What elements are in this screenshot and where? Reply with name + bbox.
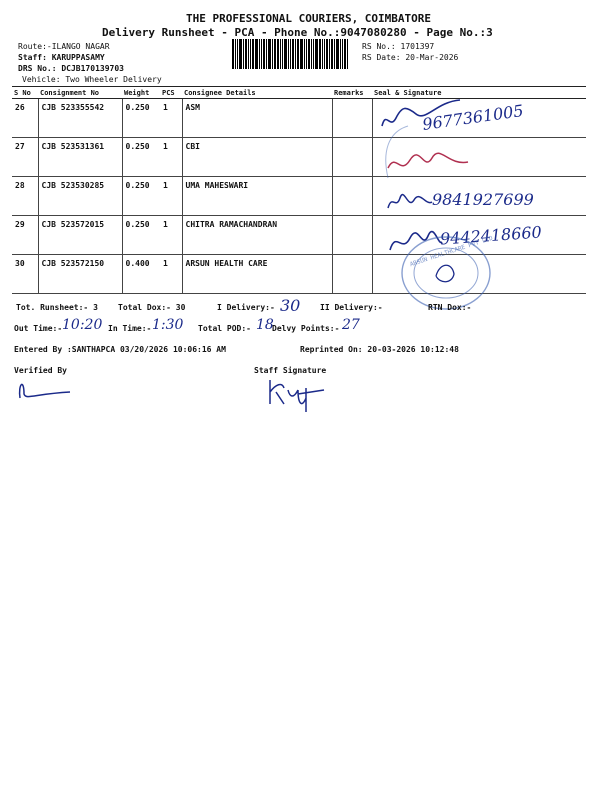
cell-consignee: UMA MAHESWARI (182, 177, 332, 216)
delvy-points-label: Delvy Points:- (272, 324, 340, 333)
cell-sno: 28 (12, 177, 38, 216)
barcode (232, 39, 358, 69)
entered-by: Entered By :SANTHAPCA 03/20/2026 10:06:16 AM (14, 345, 226, 354)
delvy-points-value: 27 (342, 317, 360, 333)
col-header-seal: Seal & Signature (372, 87, 586, 99)
cell-sno: 27 (12, 138, 38, 177)
col-header-consignee: Consignee Details (182, 87, 332, 99)
staff-signature-label: Staff Signature (254, 366, 327, 375)
cell-sno: 26 (12, 99, 38, 138)
table-row (12, 255, 586, 294)
cell-consignment: CJB 523572150 (38, 255, 122, 294)
cell-consignee: ARSUN HEALTH CARE (182, 255, 332, 294)
rtn-dox-label: RTN Dox:- (428, 303, 472, 312)
cell-weight: 0.250 (122, 138, 160, 177)
cell-weight: 0.250 (122, 99, 160, 138)
reprinted-on: Reprinted On: 20-03-2026 10:12:48 (300, 345, 459, 354)
cell-consignment: CJB 523572015 (38, 216, 122, 255)
cell-remarks (332, 255, 372, 294)
total-pod-label: Total POD:- (198, 324, 251, 333)
cell-remarks (332, 99, 372, 138)
ii-delivery-label: II Delivery:- (320, 303, 383, 312)
cell-consignee: ASM (182, 99, 332, 138)
cell-sno: 30 (12, 255, 38, 294)
handwritten-phone: 9841927699 (432, 190, 534, 209)
i-delivery-label: I Delivery:- (217, 303, 275, 312)
cell-remarks (332, 138, 372, 177)
seal-scribble (374, 122, 414, 182)
handwritten-phone: 9442418660 (439, 222, 543, 249)
verified-signature (14, 374, 74, 402)
cell-consignment: CJB 523355542 (38, 99, 122, 138)
cell-pcs: 1 (160, 177, 182, 216)
staff-label: Staff: KARUPPASAMY (18, 53, 105, 62)
staff-signature (262, 374, 332, 414)
stamp-text: ARSUN HEALTHCARE PVT LTD (409, 234, 494, 269)
cell-weight: 0.250 (122, 216, 160, 255)
out-time-label: Out Time:- (14, 324, 63, 333)
i-delivery-value: 30 (280, 296, 301, 315)
verified-by-label: Verified By (14, 366, 67, 375)
document-subtitle: Delivery Runsheet - PCA - Phone No.:9047080280 - Page No.:3 (102, 26, 493, 39)
handwritten-phone: 9677361005 (421, 101, 525, 134)
col-header-pcs: PCS (160, 87, 182, 99)
col-header-remarks: Remarks (332, 87, 372, 99)
cell-pcs: 1 (160, 138, 182, 177)
rs-date-label: RS Date: 20-Mar-2026 (362, 53, 459, 62)
cell-consignment: CJB 523531361 (38, 138, 122, 177)
rs-no-label: RS No.: 1701397 (362, 42, 435, 51)
cell-pcs: 1 (160, 216, 182, 255)
cell-remarks (332, 177, 372, 216)
cell-consignee: CBI (182, 138, 332, 177)
route-label: Route:-ILANGO NAGAR (18, 42, 110, 51)
total-runsheet: Tot. Runsheet:- 3 (16, 303, 98, 312)
cell-weight: 0.400 (122, 255, 160, 294)
cell-sno: 29 (12, 216, 38, 255)
cell-consignee: CHITRA RAMACHANDRAN (182, 216, 332, 255)
cell-pcs: 1 (160, 99, 182, 138)
in-time-value: 1:30 (152, 317, 184, 333)
total-pod-value: 18 (256, 317, 274, 333)
vehicle-label: Vehicle: Two Wheeler Delivery (22, 75, 162, 84)
cell-consignment: CJB 523530285 (38, 177, 122, 216)
document-title: THE PROFESSIONAL COURIERS, COIMBATORE (186, 12, 432, 25)
col-header-sno: S No (12, 87, 38, 99)
total-dox: Total Dox:- 30 (118, 303, 186, 312)
cell-remarks (332, 216, 372, 255)
cell-pcs: 1 (160, 255, 182, 294)
drs-label: DRS No.: DCJB170139703 (18, 64, 124, 73)
table-header-row (12, 87, 586, 99)
handwritten-signature (386, 190, 434, 214)
cell-weight: 0.250 (122, 177, 160, 216)
out-time-value: 10:20 (62, 317, 103, 333)
col-header-weight: Weight (122, 87, 160, 99)
col-header-consignment: Consignment No (38, 87, 122, 99)
table-row (12, 138, 586, 177)
in-time-label: In Time:- (108, 324, 152, 333)
